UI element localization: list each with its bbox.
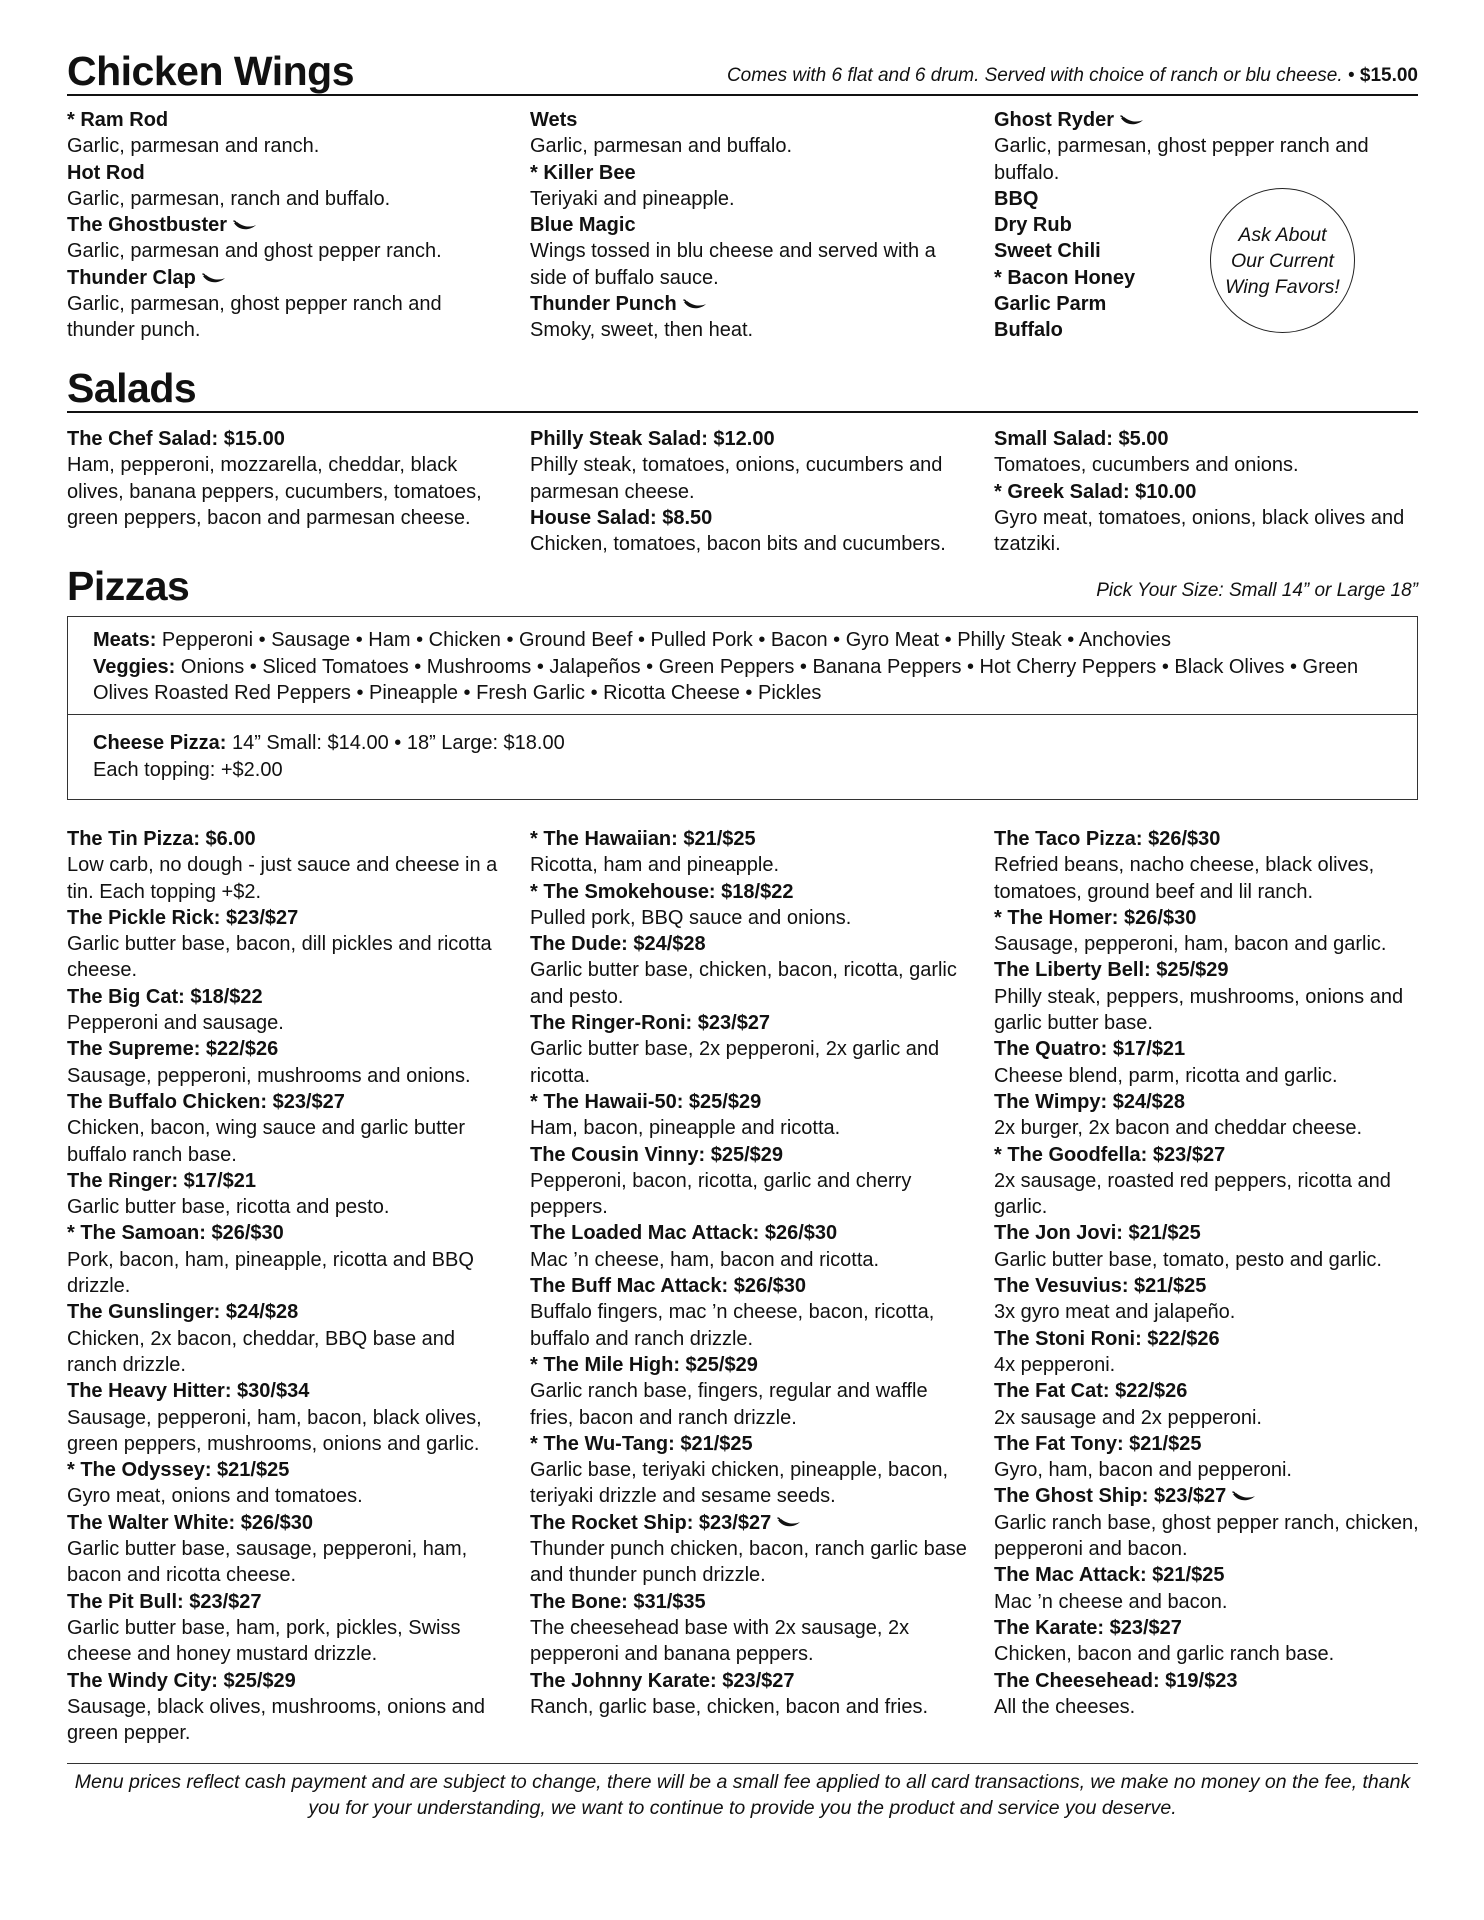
menu-item [994, 1483, 1434, 1562]
item-name-the-loaded-mac-attack-26-30: The Loaded Mac Attack: $26/$30 [530, 1222, 838, 1245]
menu-item-description: Buffalo fingers, mac ’n cheese, bacon, ricotta, buffalo and ranch drizzle. [530, 1301, 935, 1350]
salads-col-1 [67, 426, 507, 531]
menu-item-description: Garlic, parmesan, ghost pepper ranch and buffalo. [994, 135, 1369, 184]
menu-item-description: Wings tossed in blu cheese and served with a side of buffalo sauce. [530, 240, 936, 289]
item-name-bacon-honey: * Bacon Honey [994, 266, 1136, 289]
menu-item [67, 1510, 507, 1589]
menu-item-name [67, 160, 507, 186]
meats-values: Pepperoni • Sausage • Ham • Chicken • Ground Beef • Pulled Pork • Bacon • Gyro Meat • Philly Steak • Anchovies [161, 629, 1171, 651]
menu-item-name [67, 1510, 507, 1536]
menu-item-description: 4x pepperoni. [994, 1353, 1116, 1376]
item-name-the-pickle-rick-23-27: The Pickle Rick: $23/$27 [67, 906, 299, 929]
item-name-the-buff-mac-attack-26-30: The Buff Mac Attack: $26/$30 [530, 1275, 807, 1298]
item-name-small-salad-5-00: Small Salad: $5.00 [994, 428, 1169, 450]
item-name-the-hawaiian-21-25: * The Hawaiian: $21/$25 [530, 828, 756, 850]
menu-item [530, 291, 970, 344]
item-name-thunder-punch: Thunder Punch [530, 293, 677, 316]
item-name-blue-magic: Blue Magic [530, 214, 636, 237]
menu-item-description: Refried beans, nacho cheese, black olives, tomatoes, ground beef and lil ranch. [994, 854, 1375, 903]
menu-item-name [67, 1089, 507, 1115]
item-name-the-gunslinger-24-28: The Gunslinger: $24/$28 [67, 1301, 299, 1324]
menu-item [530, 1431, 970, 1510]
item-name-the-fat-tony-21-25: The Fat Tony: $21/$25 [994, 1432, 1202, 1455]
item-name-the-mac-attack-21-25: The Mac Attack: $21/$25 [994, 1564, 1225, 1587]
menu-item [994, 1220, 1434, 1273]
item-name-the-quatro-17-21: The Quatro: $17/$21 [994, 1038, 1186, 1061]
pizzas-columns [67, 826, 1418, 1746]
menu-item-name [994, 1668, 1434, 1694]
menu-item-description: Garlic, parmesan and ghost pepper ranch. [67, 240, 442, 263]
menu-item [530, 1668, 970, 1721]
menu-item-description: Garlic butter base, sausage, pepperoni, ham, bacon and ricotta cheese. [67, 1538, 468, 1587]
wings-header [67, 40, 1418, 96]
menu-item-description: Garlic butter base, chicken, bacon, ricotta, garlic and pesto. [530, 959, 957, 1008]
pizzas-title: Pizzas [67, 563, 190, 609]
pizzas-col-3 [994, 826, 1434, 1720]
menu-item-name [530, 826, 970, 852]
footer-disclaimer [67, 1763, 1418, 1821]
menu-item-description: Mac ’n cheese, ham, bacon and ricotta. [530, 1248, 880, 1271]
menu-item [530, 1089, 970, 1142]
menu-item-description: Chicken, bacon, wing sauce and garlic butter buffalo ranch base. [67, 1117, 466, 1166]
menu-item [67, 984, 507, 1037]
menu-item-name [994, 957, 1434, 983]
item-name-wets: Wets [530, 109, 578, 131]
menu-item-name [67, 1668, 507, 1694]
item-name-the-bone-31-35: The Bone: $31/$35 [530, 1590, 706, 1613]
item-name-the-ghost-ship-23-27: The Ghost Ship: $23/$27 [994, 1485, 1227, 1508]
item-name-sweet-chili: Sweet Chili [994, 240, 1101, 263]
item-name-the-buffalo-chicken-23-27: The Buffalo Chicken: $23/$27 [67, 1090, 345, 1113]
item-name-greek-salad-10-00: * Greek Salad: $10.00 [994, 480, 1197, 503]
callout-line-2: Our Current [1231, 249, 1334, 272]
item-name-house-salad-8-50: House Salad: $8.50 [530, 506, 713, 529]
menu-item [994, 1326, 1434, 1379]
menu-item [530, 107, 970, 160]
menu-item [994, 1431, 1434, 1484]
menu-item [530, 1510, 970, 1589]
menu-item-description: Pulled pork, BBQ sauce and onions. [530, 906, 852, 929]
menu-item-description: Garlic, parmesan, ranch and buffalo. [67, 187, 391, 210]
item-name-ghost-ryder: Ghost Ryder [994, 109, 1115, 131]
menu-item-description: Garlic ranch base, ghost pepper ranch, chicken, pepperoni and bacon. [994, 1511, 1419, 1561]
toppings-box [67, 616, 1418, 800]
menu-item [530, 1352, 970, 1431]
veggies-label: Veggies: [93, 655, 176, 678]
item-name-the-vesuvius-21-25: The Vesuvius: $21/$25 [994, 1275, 1207, 1298]
menu-item [994, 905, 1434, 958]
toppings-list [93, 627, 1407, 707]
menu-item [67, 1168, 507, 1221]
wing-flavors-callout [1210, 188, 1355, 333]
menu-item-name [994, 1273, 1434, 1299]
item-name-the-karate-23-27: The Karate: $23/$27 [994, 1616, 1182, 1639]
menu-item-name [994, 107, 1434, 133]
hot-pepper-icon [233, 220, 257, 232]
menu-item [530, 426, 970, 505]
menu-item-name [994, 1378, 1434, 1404]
salads-col-3 [994, 426, 1434, 557]
menu-item [530, 826, 970, 879]
menu-item-name [530, 1510, 970, 1536]
menu-item-description: 2x sausage and 2x pepperoni. [994, 1406, 1262, 1429]
wings-col-3 [994, 107, 1434, 344]
menu-item-name [994, 426, 1434, 452]
menu-item-name [67, 1036, 507, 1062]
menu-item-name [994, 1326, 1434, 1352]
menu-item-description: Garlic, parmesan and ranch. [67, 135, 320, 158]
item-name-the-cousin-vinny-25-29: The Cousin Vinny: $25/$29 [530, 1143, 784, 1166]
item-name-buffalo: Buffalo [994, 319, 1063, 342]
menu-item-name [994, 905, 1434, 931]
item-name-the-odyssey-21-25: * The Odyssey: $21/$25 [67, 1459, 290, 1482]
menu-item [67, 1378, 507, 1457]
menu-item [994, 1089, 1434, 1142]
menu-item-name [530, 1352, 970, 1378]
menu-item-name [994, 479, 1434, 505]
item-name-ram-rod: * Ram Rod [67, 109, 169, 131]
item-name-the-ringer-17-21: The Ringer: $17/$21 [67, 1169, 256, 1192]
callout-line-1: Ask About [1238, 223, 1327, 246]
menu-item [994, 957, 1434, 1036]
menu-item-description: Sausage, pepperoni, ham, bacon, black olives, green peppers, mushrooms, onions and garlic. [67, 1406, 482, 1455]
meats-line [93, 627, 1407, 654]
menu-item-name [530, 1142, 970, 1168]
menu-item-description: Pepperoni, bacon, ricotta, garlic and cherry peppers. [530, 1169, 912, 1219]
menu-item-description: Gyro, ham, bacon and pepperoni. [994, 1459, 1292, 1482]
item-name-the-johnny-karate-23-27: The Johnny Karate: $23/$27 [530, 1669, 795, 1692]
menu-item-description: 3x gyro meat and jalapeño. [994, 1301, 1236, 1324]
salads-header [67, 357, 1418, 413]
menu-item [994, 1668, 1434, 1721]
salads-columns [67, 426, 1418, 566]
each-topping-price: Each topping: +$2.00 [93, 758, 283, 781]
pizzas-col-2 [530, 826, 970, 1720]
menu-item-description: Garlic base, teriyaki chicken, pineapple, bacon, teriyaki drizzle and sesame seeds. [530, 1459, 949, 1508]
item-name-the-wimpy-24-28: The Wimpy: $24/$28 [994, 1090, 1186, 1113]
menu-item [67, 1089, 507, 1168]
menu-item-name [67, 265, 507, 291]
item-name-the-samoan-26-30: * The Samoan: $26/$30 [67, 1222, 284, 1245]
wings-note [727, 65, 1418, 87]
item-name-the-windy-city-25-29: The Windy City: $25/$29 [67, 1669, 296, 1692]
salads-section [67, 357, 1418, 566]
item-name-the-stoni-roni-22-26: The Stoni Roni: $22/$26 [994, 1327, 1220, 1350]
callout-line-3: Wing Favors! [1225, 275, 1340, 298]
veggies-line [93, 654, 1407, 707]
menu-item-name [530, 1589, 970, 1615]
item-name-the-taco-pizza-26-30: The Taco Pizza: $26/$30 [994, 828, 1221, 850]
salads-title: Salads [67, 365, 197, 411]
item-name-the-big-cat-18-22: The Big Cat: $18/$22 [67, 985, 263, 1008]
menu-item [530, 1273, 970, 1352]
menu-item [530, 212, 970, 291]
menu-item-name [67, 426, 507, 452]
menu-item-description: Garlic butter base, tomato, pesto and garlic. [994, 1248, 1382, 1271]
item-name-the-mile-high-25-29: * The Mile High: $25/$29 [530, 1353, 758, 1376]
menu-item-description: Garlic butter base, ricotta and pesto. [67, 1196, 390, 1219]
menu-item [994, 426, 1434, 479]
menu-item [530, 1220, 970, 1273]
hot-pepper-icon [1232, 1491, 1256, 1503]
menu-item [994, 1378, 1434, 1431]
item-name-the-rocket-ship-23-27: The Rocket Ship: $23/$27 [530, 1511, 772, 1534]
footer-line-1: Menu prices reflect cash payment and are subject to change, there will be a small fee applied to all card transactions, we make no money on the fee, thank [74, 1771, 1411, 1793]
menu-item [530, 879, 970, 932]
menu-item-description: Chicken, 2x bacon, cheddar, BBQ base and ranch drizzle. [67, 1327, 456, 1376]
menu-item [530, 1589, 970, 1668]
item-name-the-pit-bull-23-27: The Pit Bull: $23/$27 [67, 1590, 262, 1613]
menu-item-name [530, 879, 970, 905]
menu-item-name [530, 1431, 970, 1457]
menu-item [994, 826, 1434, 905]
item-name-the-liberty-bell-25-29: The Liberty Bell: $25/$29 [994, 959, 1229, 982]
item-name-the-ringer-roni-23-27: The Ringer-Roni: $23/$27 [530, 1012, 771, 1035]
item-name-the-hawaii-50-25-29: * The Hawaii-50: $25/$29 [530, 1090, 762, 1113]
menu-item-name [530, 1273, 970, 1299]
menu-item-name [530, 160, 970, 186]
menu-item-description: Pepperoni and sausage. [67, 1012, 284, 1035]
menu-item-description: Ranch, garlic base, chicken, bacon and fries. [530, 1695, 928, 1718]
item-name-the-supreme-22-26: The Supreme: $22/$26 [67, 1038, 279, 1061]
menu-item-description: Gyro meat, onions and tomatoes. [67, 1485, 363, 1508]
toppings-divider [68, 714, 1417, 715]
menu-item [67, 1036, 507, 1089]
menu-item-name [530, 291, 970, 317]
menu-item-name [67, 212, 507, 238]
menu-item-description: Garlic ranch base, fingers, regular and waffle fries, bacon and ranch drizzle. [530, 1380, 928, 1429]
cheese-pizza-prices: 14” Small: $14.00 • 18” Large: $18.00 [231, 732, 565, 754]
menu-item-name [530, 1668, 970, 1694]
item-name-the-wu-tang-21-25: * The Wu-Tang: $21/$25 [530, 1432, 753, 1455]
item-name-hot-rod: Hot Rod [67, 161, 145, 184]
menu-item-name [67, 826, 507, 852]
menu-item-name [994, 1483, 1434, 1509]
item-name-the-dude-24-28: The Dude: $24/$28 [530, 933, 706, 956]
menu-item [67, 1668, 507, 1747]
hot-pepper-icon [683, 299, 707, 311]
wings-title: Chicken Wings [67, 48, 355, 94]
menu-item-description: Gyro meat, tomatoes, onions, black olives and tzatziki. [994, 506, 1405, 556]
item-name-the-jon-jovi-21-25: The Jon Jovi: $21/$25 [994, 1222, 1201, 1245]
menu-item-name [67, 1378, 507, 1404]
item-name-the-chef-salad-15-00: The Chef Salad: $15.00 [67, 428, 285, 450]
item-name-garlic-parm: Garlic Parm [994, 293, 1107, 316]
menu-item-name [67, 905, 507, 931]
menu-item-description: Teriyaki and pineapple. [530, 187, 735, 210]
menu-item-name [67, 1168, 507, 1194]
menu-item [67, 826, 507, 905]
menu-item [530, 505, 970, 558]
menu-item [994, 107, 1434, 186]
menu-item-name [530, 426, 970, 452]
menu-item-description: Ham, pepperoni, mozzarella, cheddar, black olives, banana peppers, cucumbers, tomatoes, green peppers, bacon and parmesan cheese. [67, 454, 482, 529]
hot-pepper-icon [777, 1517, 801, 1529]
menu-item [530, 1010, 970, 1089]
menu-item [67, 107, 507, 160]
wings-col-2 [530, 107, 970, 344]
menu-item-name [994, 317, 1434, 343]
menu-item-name [530, 505, 970, 531]
item-name-the-cheesehead-19-23: The Cheesehead: $19/$23 [994, 1669, 1238, 1692]
menu-item-description: Garlic butter base, bacon, dill pickles and ricotta cheese. [67, 933, 492, 982]
menu-item-name [530, 1010, 970, 1036]
menu-item [994, 1562, 1434, 1615]
menu-item-description: Sausage, pepperoni, ham, bacon and garlic. [994, 933, 1387, 956]
veggies-values: Onions • Sliced Tomatoes • Mushrooms • Jalapeños • Green Peppers • Banana Peppers • Hot Cherry Peppers • Black Olives • Green Olives Roasted Red Peppers • Pineapple • Fresh Garlic • Ricotta Cheese • Pickles [93, 655, 1359, 704]
menu-item-name [530, 931, 970, 957]
item-name-the-heavy-hitter-30-34: The Heavy Hitter: $30/$34 [67, 1380, 310, 1403]
item-name-bbq: BBQ [994, 187, 1039, 210]
menu-item-name [994, 1431, 1434, 1457]
menu-item-name [67, 1299, 507, 1325]
menu-item [67, 212, 507, 265]
menu-item-name [530, 1220, 970, 1246]
menu-item [67, 1299, 507, 1378]
menu-item-name [67, 107, 507, 133]
menu-item [67, 1589, 507, 1668]
menu-item [67, 160, 507, 213]
menu-item-name [530, 212, 970, 238]
menu-item [530, 931, 970, 1010]
wings-col-1 [67, 107, 507, 344]
item-name-killer-bee: * Killer Bee [530, 161, 636, 184]
menu-item-description: Low carb, no dough - just sauce and cheese in a tin. Each topping +$2. [67, 854, 498, 903]
menu-item-name [994, 826, 1434, 852]
item-name-the-walter-white-26-30: The Walter White: $26/$30 [67, 1511, 313, 1534]
menu-item [67, 265, 507, 344]
menu-item-name [994, 1036, 1434, 1062]
item-name-dry-rub: Dry Rub [994, 214, 1072, 237]
menu-item-name [994, 1220, 1434, 1246]
menu-item [67, 426, 507, 531]
cheese-pizza-label: Cheese Pizza: [93, 732, 227, 754]
menu-item-name [994, 1562, 1434, 1588]
item-name-the-smokehouse-18-22: * The Smokehouse: $18/$22 [530, 880, 794, 903]
menu-item-name [530, 1089, 970, 1115]
menu-item [530, 1142, 970, 1221]
menu-item [994, 479, 1434, 558]
menu-item-description: Ricotta, ham and pineapple. [530, 854, 780, 877]
menu-item-name [67, 1589, 507, 1615]
item-name-the-fat-cat-22-26: The Fat Cat: $22/$26 [994, 1380, 1188, 1403]
menu-item-description: Thunder punch chicken, bacon, ranch garlic base and thunder punch drizzle. [530, 1538, 967, 1587]
menu-item-description: Chicken, bacon and garlic ranch base. [994, 1643, 1335, 1666]
item-name-the-goodfella-23-27: * The Goodfella: $23/$27 [994, 1143, 1226, 1166]
menu-item-description: Smoky, sweet, then heat. [530, 319, 754, 342]
item-name-philly-steak-salad-12-00: Philly Steak Salad: $12.00 [530, 428, 775, 450]
menu-item-name [994, 186, 1434, 212]
menu-item-name [67, 1457, 507, 1483]
menu-item [994, 291, 1434, 317]
menu-item-description: 2x sausage, roasted red peppers, ricotta and garlic. [994, 1169, 1391, 1219]
callout-text [1225, 222, 1340, 300]
menu-item-description: Tomatoes, cucumbers and onions. [994, 454, 1299, 477]
menu-item-description: Garlic, parmesan, ghost pepper ranch and thunder punch. [67, 293, 442, 342]
menu-item-name [530, 107, 970, 133]
wings-price: $15.00 [1359, 65, 1418, 86]
menu-item [994, 1036, 1434, 1089]
pizzas-section [67, 557, 1418, 609]
menu-item [67, 1220, 507, 1299]
menu-item [67, 905, 507, 984]
menu-item [994, 1615, 1434, 1668]
pizzas-header [67, 557, 1418, 609]
menu-item-description: The cheesehead base with 2x sausage, 2x pepperoni and banana peppers. [530, 1616, 910, 1666]
hot-pepper-icon [202, 273, 226, 285]
pizzas-col-1 [67, 826, 507, 1746]
menu-item-description: Garlic, parmesan and buffalo. [530, 135, 793, 158]
item-name-the-homer-26-30: * The Homer: $26/$30 [994, 906, 1197, 929]
menu-item-description: Garlic butter base, 2x pepperoni, 2x garlic and ricotta. [530, 1038, 940, 1087]
meats-label: Meats: [93, 629, 157, 651]
menu-item [67, 1457, 507, 1510]
wings-section [67, 40, 1418, 357]
menu-item-description: Chicken, tomatoes, bacon bits and cucumbers. [530, 533, 946, 556]
menu-item [994, 317, 1434, 343]
hot-pepper-icon [1120, 115, 1144, 127]
menu-item-name [994, 1089, 1434, 1115]
menu-item-description: Cheese blend, parm, ricotta and garlic. [994, 1064, 1338, 1087]
pizzas-size-note: Pick Your Size: Small 14” or Large 18” [1096, 580, 1418, 601]
cheese-pizza-pricing [93, 730, 565, 783]
menu-item-description: 2x burger, 2x bacon and cheddar cheese. [994, 1117, 1363, 1140]
item-name-thunder-clap: Thunder Clap [67, 266, 196, 289]
menu-item-description: Sausage, black olives, mushrooms, onions and green pepper. [67, 1695, 486, 1745]
menu-item-description: Sausage, pepperoni, mushrooms and onions. [67, 1064, 471, 1087]
item-name-the-tin-pizza-6-00: The Tin Pizza: $6.00 [67, 828, 256, 850]
menu-item [530, 160, 970, 213]
menu-item [994, 1142, 1434, 1221]
menu-item-description: Mac ’n cheese and bacon. [994, 1590, 1228, 1613]
menu-item-name [67, 984, 507, 1010]
item-name-the-ghostbuster: The Ghostbuster [67, 214, 228, 237]
menu-item-name [994, 1142, 1434, 1168]
menu-item-name [994, 291, 1434, 317]
menu-item-description: Pork, bacon, ham, pineapple, ricotta and BBQ drizzle. [67, 1248, 474, 1298]
wings-note-text: Comes with 6 flat and 6 drum. Served with choice of ranch or blu cheese. • [726, 65, 1355, 86]
menu-item-description: All the cheeses. [994, 1695, 1136, 1718]
salads-col-2 [530, 426, 970, 557]
menu-item-description: Garlic butter base, ham, pork, pickles, Swiss cheese and honey mustard drizzle. [67, 1616, 461, 1666]
menu-item [994, 1273, 1434, 1326]
menu-item-description: Ham, bacon, pineapple and ricotta. [530, 1117, 841, 1140]
cheese-pizza-line [93, 730, 565, 757]
menu-item-name [67, 1220, 507, 1246]
footer-line-2: you for your understanding, we want to continue to provide you the product and service you deserve. [308, 1797, 1177, 1819]
menu-item-name [994, 1615, 1434, 1641]
menu-item [994, 186, 1434, 212]
menu-item-description: Philly steak, peppers, mushrooms, onions and garlic butter base. [994, 985, 1404, 1035]
menu-item-description: Philly steak, tomatoes, onions, cucumbers and parmesan cheese. [530, 454, 943, 503]
